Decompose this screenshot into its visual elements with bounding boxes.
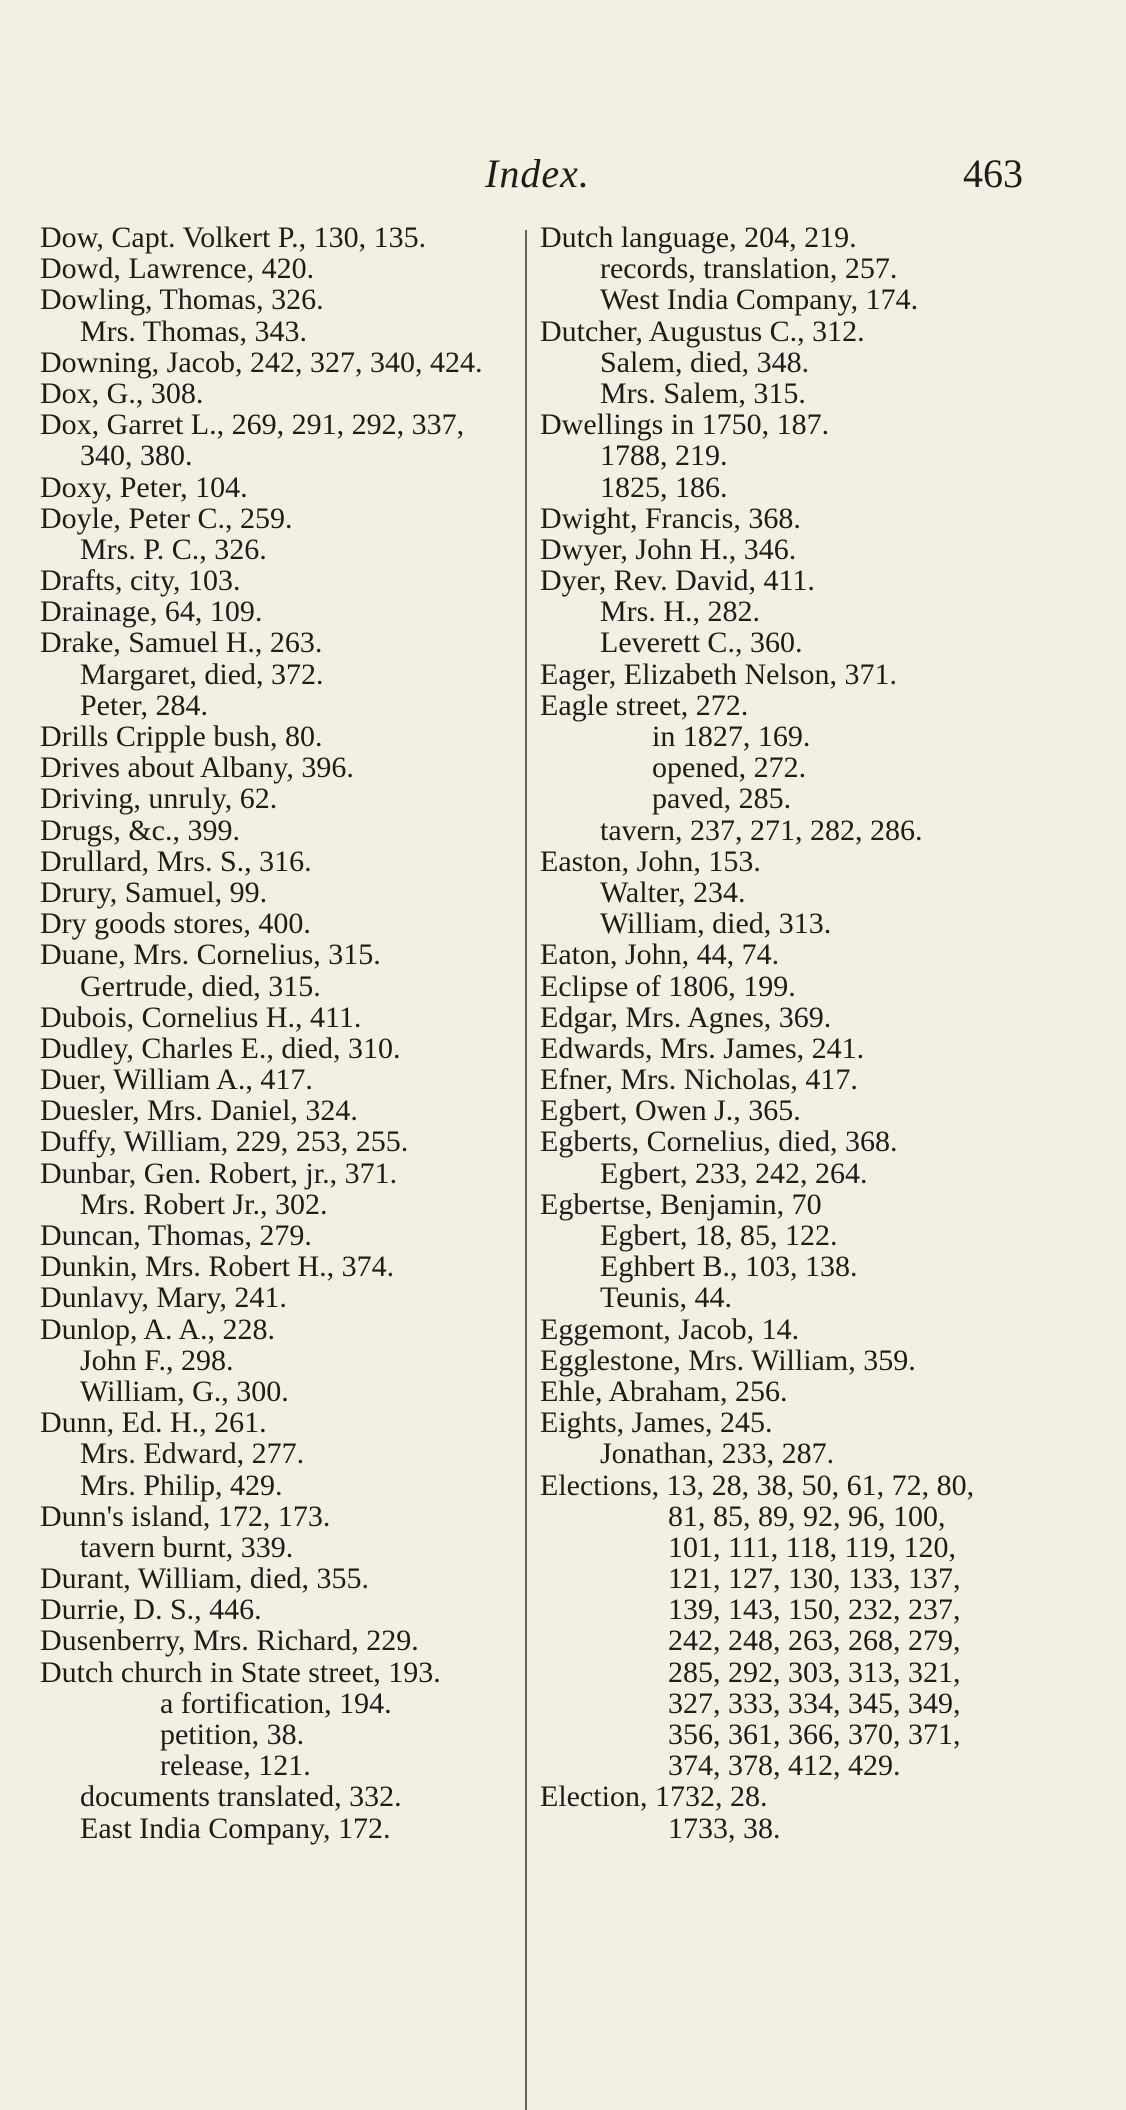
index-entry: Dunlop, A. A., 228.: [40, 1312, 276, 1346]
index-entry: Egbert, 233, 242, 264.: [600, 1156, 868, 1190]
index-column-right: [540, 222, 1040, 1844]
index-entry: Mrs. Philip, 429.: [80, 1468, 283, 1502]
index-entry: Mrs. Thomas, 343.: [80, 314, 307, 348]
index-entry: Mrs. Robert Jr., 302.: [80, 1187, 328, 1221]
index-entry: Duane, Mrs. Cornelius, 315.: [40, 938, 381, 972]
index-entry: Jonathan, 233, 287.: [600, 1437, 835, 1471]
index-entry: Egglestone, Mrs. William, 359.: [540, 1343, 916, 1377]
index-entry: Mrs. H., 282.: [600, 595, 761, 629]
index-entry: paved, 285.: [652, 782, 792, 816]
index-entry: Dwellings in 1750, 187.: [540, 408, 830, 442]
index-entry: Easton, John, 153.: [540, 844, 761, 878]
index-entry: 340, 380.: [80, 439, 193, 473]
index-entry: Margaret, died, 372.: [80, 657, 324, 691]
index-entry: 374, 378, 412, 429.: [668, 1749, 901, 1783]
index-entry: 139, 143, 150, 232, 237,: [668, 1593, 961, 1627]
index-entry: Downing, Jacob, 242, 327, 340, 424.: [40, 345, 483, 379]
index-entry: Mrs. Salem, 315.: [600, 376, 806, 410]
index-entry: Driving, unruly, 62.: [40, 782, 278, 816]
index-entry: tavern, 237, 271, 282, 286.: [600, 813, 923, 847]
index-entry: Dutch language, 204, 219.: [540, 221, 857, 254]
index-entry: Drury, Samuel, 99.: [40, 875, 268, 909]
index-entry: Dunbar, Gen. Robert, jr., 371.: [40, 1156, 398, 1190]
index-entry: Gertrude, died, 315.: [80, 969, 321, 1003]
index-entry: Duncan, Thomas, 279.: [40, 1219, 312, 1252]
index-entry: Dusenberry, Mrs. Richard, 229.: [40, 1624, 419, 1658]
index-entry: Dunlavy, Mary, 241.: [40, 1281, 287, 1315]
index-entry: Dwight, Francis, 368.: [540, 501, 801, 535]
index-entry: West India Company, 174.: [600, 283, 919, 317]
index-entry: Eggemont, Jacob, 14.: [540, 1312, 800, 1346]
index-entry: Edwards, Mrs. James, 241.: [540, 1031, 865, 1065]
index-entry: Drake, Samuel H., 263.: [40, 626, 323, 660]
index-entry: Leverett C., 360.: [600, 626, 803, 660]
index-entry: 81, 85, 89, 92, 96, 100,: [668, 1499, 946, 1533]
index-entry: Eclipse of 1806, 199.: [540, 969, 796, 1003]
index-entry: Duer, William A., 417.: [40, 1063, 313, 1097]
index-entry: Dox, Garret L., 269, 291, 292, 337,: [40, 408, 465, 442]
index-entry: release, 121.: [160, 1749, 311, 1783]
index-entry: opened, 272.: [652, 751, 807, 785]
index-entry: Dudley, Charles E., died, 310.: [40, 1031, 401, 1065]
index-entry: Egberts, Cornelius, died, 368.: [540, 1125, 898, 1159]
index-entry: documents translated, 332.: [80, 1780, 402, 1814]
index-entry: East India Company, 172.: [80, 1811, 391, 1845]
index-entry: Dunn, Ed. H., 261.: [40, 1406, 267, 1440]
index-entry: Dyer, Rev. David, 411.: [540, 564, 815, 598]
index-entry: Drugs, &c., 399.: [40, 813, 240, 847]
page-title: Index.: [485, 151, 590, 196]
index-entry: Walter, 234.: [600, 875, 746, 909]
index-entry: Duffy, William, 229, 253, 255.: [40, 1125, 409, 1159]
index-entry: Duesler, Mrs. Daniel, 324.: [40, 1094, 358, 1128]
index-entry: William, died, 313.: [600, 907, 832, 941]
index-entry: 101, 111, 118, 119, 120,: [668, 1530, 957, 1564]
index-entry: petition, 38.: [160, 1718, 305, 1751]
index-entry: Dox, G., 308.: [40, 376, 204, 410]
index-entry: Drafts, city, 103.: [40, 564, 241, 598]
index-entry: Dutcher, Augustus C., 312.: [540, 314, 865, 348]
index-entry: Drainage, 64, 109.: [40, 595, 263, 629]
page-header: [0, 150, 1126, 210]
index-entry: Dubois, Cornelius H., 411.: [40, 1000, 362, 1034]
index-entry: Egbert, 18, 85, 122.: [600, 1219, 838, 1252]
index-entry: Durrie, D. S., 446.: [40, 1593, 262, 1627]
index-entry: 356, 361, 366, 370, 371,: [668, 1718, 961, 1751]
index-entry: Mrs. Edward, 277.: [80, 1437, 305, 1471]
index-entry: records, translation, 257.: [600, 252, 898, 286]
index-entry: Durant, William, died, 355.: [40, 1562, 370, 1596]
index-entry: Eagle street, 272.: [540, 688, 749, 722]
index-entry: Teunis, 44.: [600, 1281, 733, 1315]
index-entry: Dunkin, Mrs. Robert H., 374.: [40, 1250, 395, 1284]
index-entry: 327, 333, 334, 345, 349,: [668, 1686, 961, 1720]
index-entry: Eaton, John, 44, 74.: [540, 938, 780, 972]
index-entry: Mrs. P. C., 326.: [80, 532, 267, 566]
index-entry: Election, 1732, 28.: [540, 1780, 768, 1814]
index-entry: Salem, died, 348.: [600, 345, 810, 379]
index-entry: Eghbert B., 103, 138.: [600, 1250, 858, 1284]
index-entry: Doyle, Peter C., 259.: [40, 501, 293, 535]
index-entry: Drives about Albany, 396.: [40, 751, 354, 785]
index-entry: Elections, 13, 28, 38, 50, 61, 72, 80,: [540, 1468, 975, 1502]
index-entry: a fortification, 194.: [160, 1686, 392, 1720]
index-entry: Edgar, Mrs. Agnes, 369.: [540, 1000, 832, 1034]
index-entry: Dowling, Thomas, 326.: [40, 283, 324, 317]
index-entry: Dowd, Lawrence, 420.: [40, 252, 315, 286]
index-entry: Dry goods stores, 400.: [40, 907, 311, 941]
index-entry: Dunn's island, 172, 173.: [40, 1499, 331, 1533]
index-entry: Egbertse, Benjamin, 70: [540, 1187, 822, 1221]
index-entry: 1733, 38.: [668, 1811, 781, 1845]
index-entry: William, G., 300.: [80, 1374, 289, 1408]
index-entry: Peter, 284.: [80, 688, 208, 722]
index-entry: Egbert, Owen J., 365.: [540, 1094, 801, 1128]
index-entry: 242, 248, 263, 268, 279,: [668, 1624, 961, 1658]
index-entry: Drullard, Mrs. S., 316.: [40, 844, 312, 878]
index-entry: Dow, Capt. Volkert P., 130, 135.: [40, 221, 427, 254]
index-entry: Drills Cripple bush, 80.: [40, 720, 323, 753]
index-entry: 1825, 186.: [600, 470, 728, 504]
index-entry: Dwyer, John H., 346.: [540, 532, 797, 566]
index-entry: Eights, James, 245.: [540, 1406, 773, 1440]
index-entry: Eager, Elizabeth Nelson, 371.: [540, 657, 898, 691]
index-entry: Efner, Mrs. Nicholas, 417.: [540, 1063, 858, 1097]
index-entry: Dutch church in State street, 193.: [40, 1655, 441, 1689]
index-entry: 285, 292, 303, 313, 321,: [668, 1655, 961, 1689]
column-divider: [525, 230, 527, 2110]
index-entry: John F., 298.: [80, 1343, 234, 1377]
index-entry: 1788, 219.: [600, 439, 728, 473]
page-number: 463: [963, 151, 1023, 196]
index-entry: 121, 127, 130, 133, 137,: [668, 1562, 961, 1596]
index-column-left: [40, 222, 530, 1844]
index-entry: tavern burnt, 339.: [80, 1530, 294, 1564]
index-entry: Ehle, Abraham, 256.: [540, 1374, 788, 1408]
index-entry: Doxy, Peter, 104.: [40, 470, 248, 504]
index-entry: in 1827, 169.: [652, 720, 811, 753]
